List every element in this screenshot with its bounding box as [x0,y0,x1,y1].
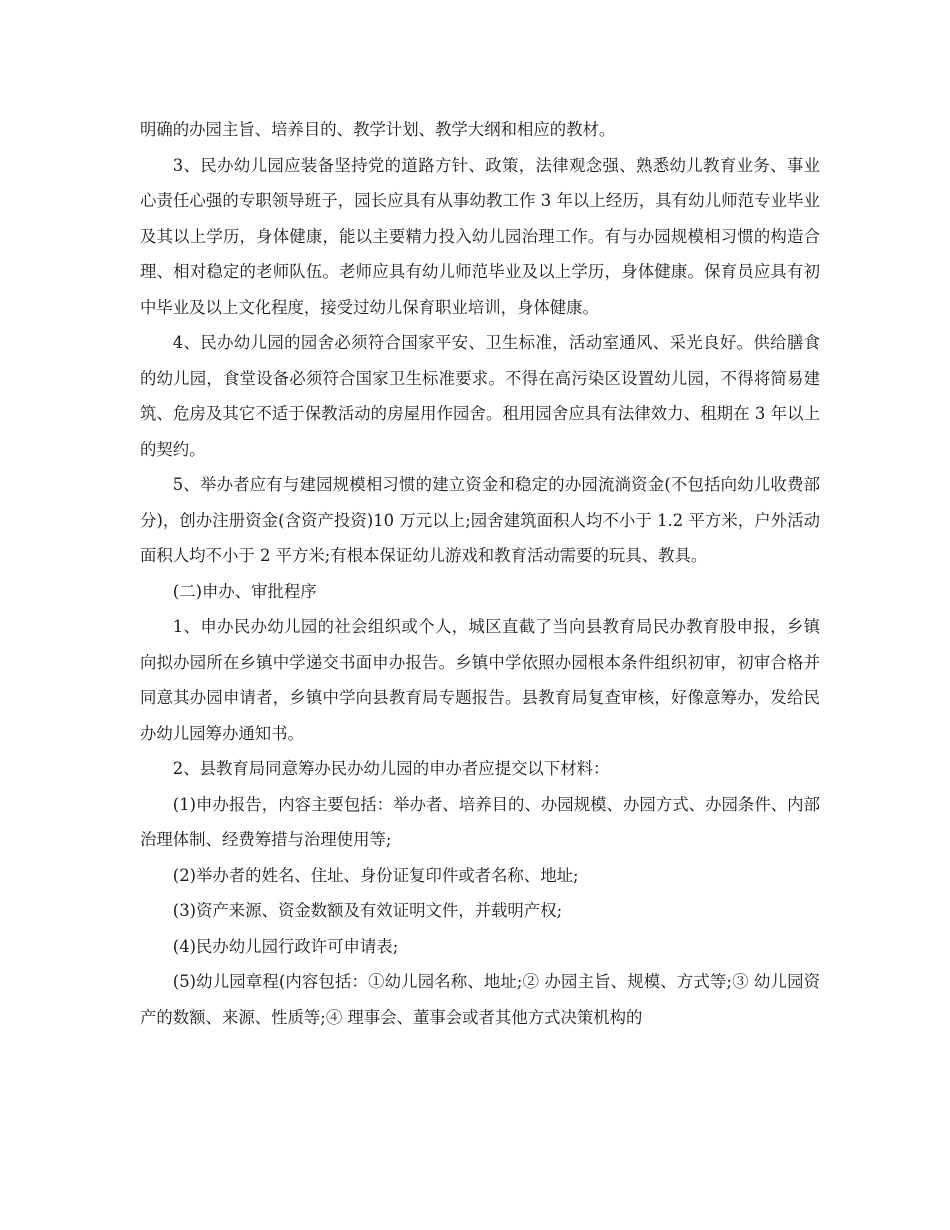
paragraph: 4、民办幼儿园的园舍必须符合国家平安、卫生标准，活动室通风、采光良好。供给膳食的幼儿园，食堂设备必须符合国家卫生标准要求。不得在高污染区设置幼儿园，不得将简易建筑、危房及其它不适于保教活动的房屋用作园舍。租用园舍应具有法律效力、租期在 3 年以上的契约。 [140,333,820,459]
list-item: (4)民办幼儿园行政许可申请表; [172,936,399,956]
paragraph: 3、民办幼儿园应装备坚持党的道路方针、政策，法律观念强、熟悉幼儿教育业务、事业心责任心强的专职领导班子，园长应具有从事幼教工作 3 年以上经历，具有幼儿师范专业毕业及其以上学历，身体健康，能以主要精力投入幼儿园治理工作。有与办园规模相习惯的构造合理、相对稳定的老师队伍。老师应具有幼儿师范毕业及以上学历，身体健康。保育员应具有初中毕业及以上文化程度，接受过幼儿保育职业培训，身体健康。 [140,155,820,317]
list-item: (1)申办报告，内容主要包括：举办者、培养目的、办园规模、办园方式、办园条件、内部治理体制、经费筹措与治理使用等; [140,794,820,849]
paragraph: 明确的办园主旨、培养目的、教学计划、教学大纲和相应的教材。 [140,120,616,139]
list-item: (2)举办者的姓名、住址、身份证复印件或者名称、地址; [172,865,579,885]
paragraph: 1、申办民办幼儿园的社会组织或个人，城区直截了当向县教育局民办教育股申报，乡镇向拟办园所在乡镇中学递交书面申办报告。乡镇中学依照办园根本条件组织初审，初审合格并同意其办园申请者，乡镇中学向县教育局专题报告。县教育局复查审核，好像意筹办，发给民办幼儿园筹办通知书。 [140,617,820,743]
list-item: (3)资产来源、资金数额及有效证明文件，并载明产权; [172,901,563,920]
document-body [140,112,820,1035]
section-heading: (二)申办、审批程序 [172,581,317,601]
paragraph: 5、举办者应有与建园规模相习惯的建立资金和稳定的办园流淌资金(不包括向幼儿收费部分)，创办注册资金(含资产投资)10 万元以上;园舍建筑面积人均不小于 1.2 平方米，户外活动面积人均不小于 2 平方米;有根本保证幼儿游戏和教育活动需要的玩具、教具。 [140,475,820,565]
paragraph: 2、县教育局同意筹办民办幼儿园的申办者应提交以下材料： [172,759,610,778]
list-item: (5)幼儿园章程(内容包括：①幼儿园名称、地址;② 办园主旨、规模、方式等;③ 幼儿园资产的数额、来源、性质等;④ 理事会、董事会或者其他方式决策机构的 [140,972,820,1027]
